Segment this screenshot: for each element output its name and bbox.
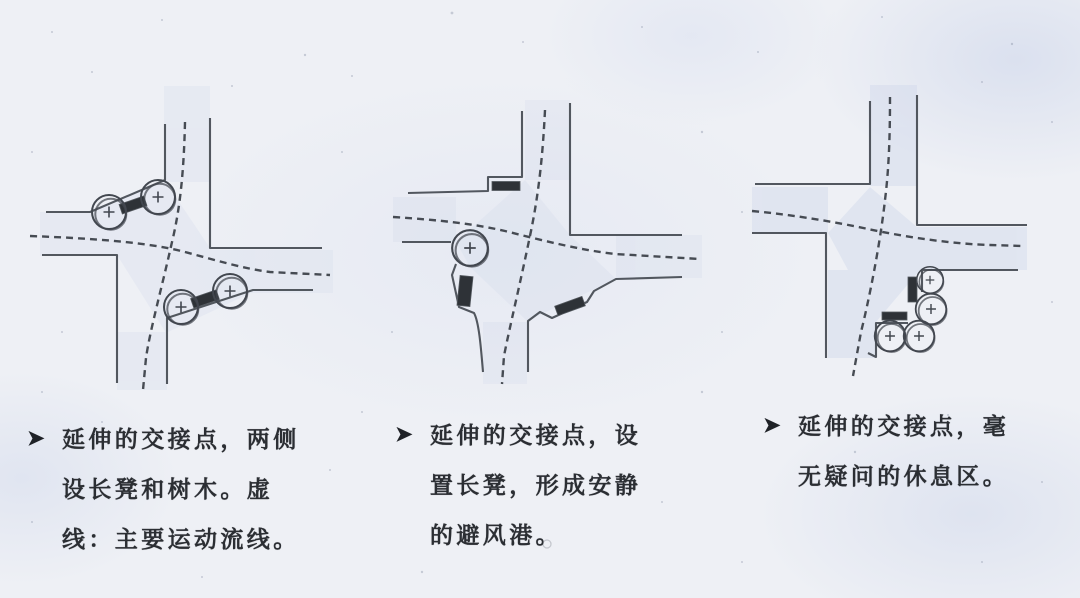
caption-line: 线：主要运动流线。 [62,526,300,552]
caption-line: 延伸的交接点，毫 [798,413,1010,439]
figure-3-caption [763,413,1063,513]
figure-1-caption [27,426,357,576]
street-edge [752,233,826,358]
arrow-bullet-icon: ➤ [763,414,781,437]
street-edge [917,95,1027,225]
caption-line: 无疑问的休息区。 [798,463,1010,489]
caption-line: 置长凳，形成安静 [430,472,642,498]
caption-line: 的避风港。 [430,522,562,548]
caption-line: 延伸的交接点，设 [430,422,642,448]
bench-icon [908,277,917,302]
tree-icon [904,321,935,352]
street-edge [922,270,1018,292]
figure-2-diagram [393,100,702,384]
street-edge [210,118,322,248]
bench-icon [492,182,520,191]
arrow-bullet-icon: ➤ [395,423,413,446]
figure-2-caption-text [430,422,641,572]
caption-line: 延伸的交接点，两侧 [62,426,300,452]
arrow-bullet-icon: ➤ [27,427,45,450]
caption-line: 设长凳和树木。虚 [62,476,274,502]
tree-icon [875,321,906,352]
figure-2-caption [395,422,695,572]
street-edge [755,101,870,184]
street-edge [42,255,117,383]
bench-icon [882,312,907,320]
figure-3-caption-text [798,413,1009,513]
figure-3-diagram [752,85,1027,376]
street-edge [408,111,522,193]
figure-1-caption-text [62,426,300,576]
street-edge [570,103,682,235]
bench-icon [457,275,473,306]
figure-1-diagram [30,86,333,390]
